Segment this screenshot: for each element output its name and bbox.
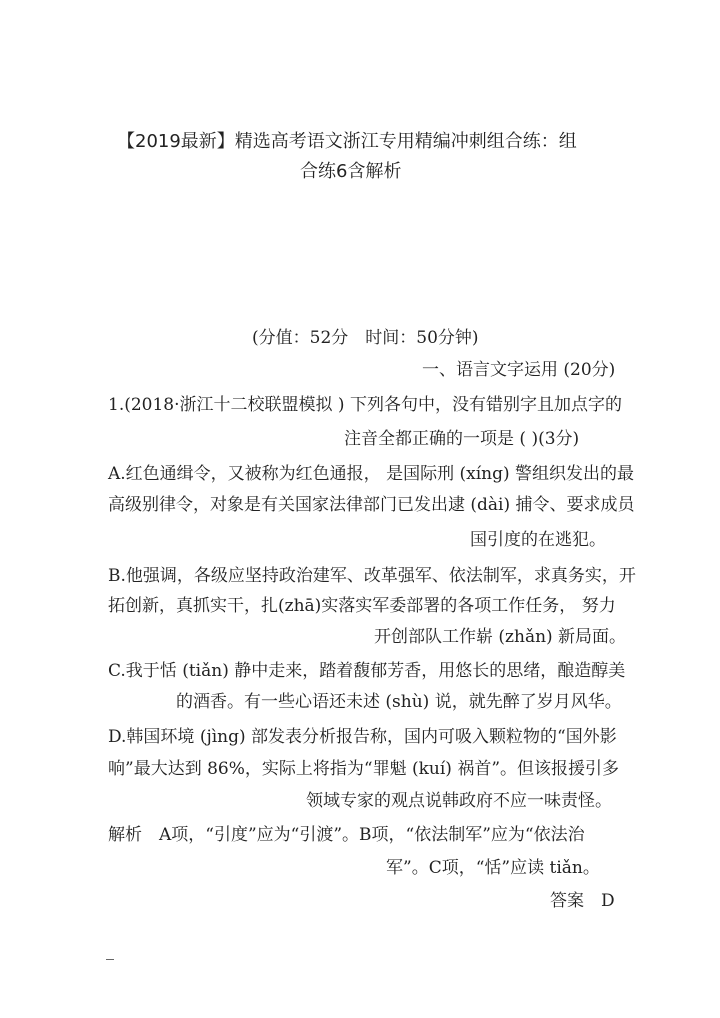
footer-mark [106,959,114,960]
score-time-info: (分值：52分 时间：50分钟) [252,328,479,348]
question-stem-line-2: 注音全都正确的一项是 ( )(3分) [344,429,580,449]
option-a-line-2: 高级别律令，对象是有关国家法律部门已发出逮 (dài) 捕令、要求成员 [108,495,635,515]
option-d-line-1: D.韩国环境 (jìng) 部发表分析报告称，国内可吸入颗粒物的“国外影 [108,727,617,747]
answer: 答案 D [550,891,615,911]
option-b-line-2: 拓创新，真抓实干，扎(zhā)实落实军委部署的各项工作任务， 努力 [108,596,616,616]
option-c-line-1: C.我于恬 (tiǎn) 静中走来，踏着馥郁芳香，用悠长的思绪，酿造醇美 [108,661,626,681]
document-title-line-2: 合练6含解析 [300,161,402,182]
document-title-line-1: 【2019最新】精选高考语文浙江专用精编冲刺组合练：组 [117,131,577,152]
option-b-line-1: B.他强调，各级应坚持政治建军、改革强军、依法制军，求真务实，开 [108,566,636,586]
section-heading: 一、语言文字运用 (20分) [422,360,616,380]
option-d-line-2: 响”最大达到 86%，实际上将指为“罪魁 (kuí) 祸首”。但该报援引多 [108,759,620,779]
option-a-line-1: A.红色通缉令，又被称为红色通报， 是国际刑 (xíng) 警组织发出的最 [108,464,635,484]
option-d-line-3: 领域专家的观点说韩政府不应一味责怪。 [306,791,612,811]
analysis-line-1: 解析 A项，“引度”应为“引渡”。B项，“依法制军”应为“依法治 [108,825,585,845]
option-b-line-3: 开创部队工作崭 (zhǎn) 新局面。 [374,627,627,647]
option-c-line-2: 的酒香。有一些心语还未述 (shù) 说，就先醉了岁月风华。 [176,692,622,712]
option-a-line-3: 国引度的在逃犯。 [470,530,606,550]
analysis-line-2: 军”。C项，“恬”应读 tiǎn。 [386,858,600,878]
question-stem-line-1: 1.(2018·浙江十二校联盟模拟 ) 下列各句中，没有错别字且加点字的 [108,395,622,415]
